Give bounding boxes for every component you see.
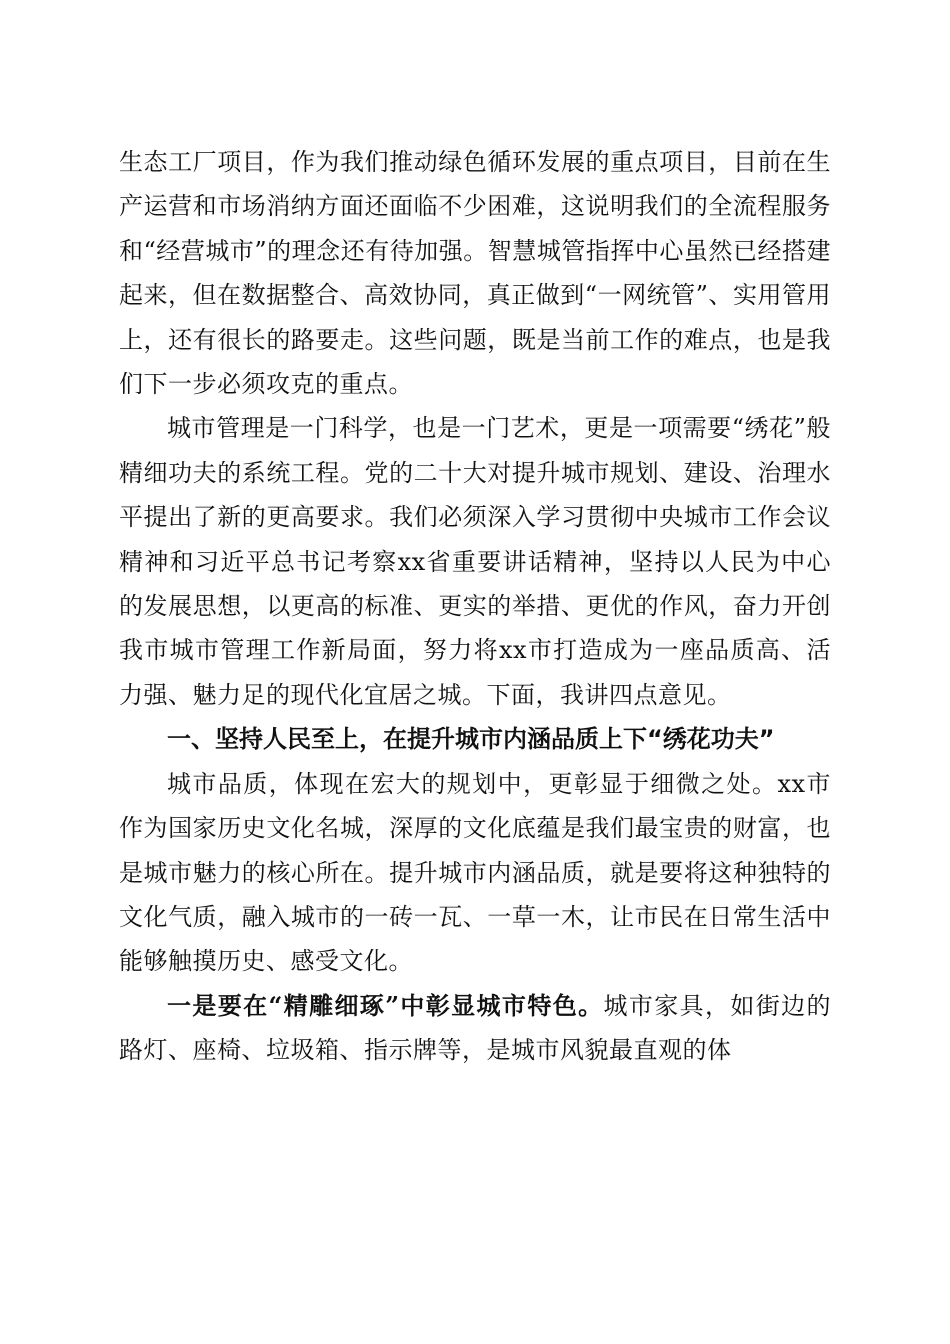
paragraph-intro: 城市管理是一门科学，也是一门艺术，更是一项需要“绣花”般精细功夫的系统工程。党的二十大对提升城市规划、建设、治理水平提出了新的更高要求。我们必须深入学习贯彻中央城市工作会议精神和习近平总书记考察xx省重要讲话精神，坚持以人民为中心的发展思想，以更高的标准、更实的举措、更优的作风，奋力开创我市城市管理工作新局面，努力将xx市打造成为一座品质高、活力强、魅力足的现代化宜居之城。下面，我讲四点意见。 [119,414,831,709]
paragraph-city-quality: 城市品质，体现在宏大的规划中，更彰显于细微之处。xx市作为国家历史文化名城，深厚的文化底蕴是我们最宝贵的财富，也是城市魅力的核心所在。提升城市内涵品质，就是要将这种独特的文化气质，融入城市的一砖一瓦、一草一木，让市民在日常生活中能够触摸历史、感受文化。 [119,769,831,976]
point-one-lead: 一是要在“精雕细琢”中彰显城市特色。 [167,990,604,1020]
paragraph-point-one [119,984,831,1073]
paragraph-continuation: 生态工厂项目，作为我们推动绿色循环发展的重点项目，目前在生产运营和市场消纳方面还面临不少困难，这说明我们的全流程服务和“经营城市”的理念还有待加强。智慧城管指挥中心虽然已经搭建起来，但在数据整合、高效协同，真正做到“一网统管”、实用管用上，还有很长的路要走。这些问题，既是当前工作的难点，也是我们下一步必须攻克的重点。 [119,148,831,399]
document-page [119,140,831,1073]
point-one-text: 城市家具，如街边的路灯、座椅、垃圾箱、指示牌等，是城市风貌最直观的体 [119,991,832,1065]
section-heading-one: 一、坚持人民至上，在提升城市内涵品质上下“绣花功夫” [167,725,775,754]
